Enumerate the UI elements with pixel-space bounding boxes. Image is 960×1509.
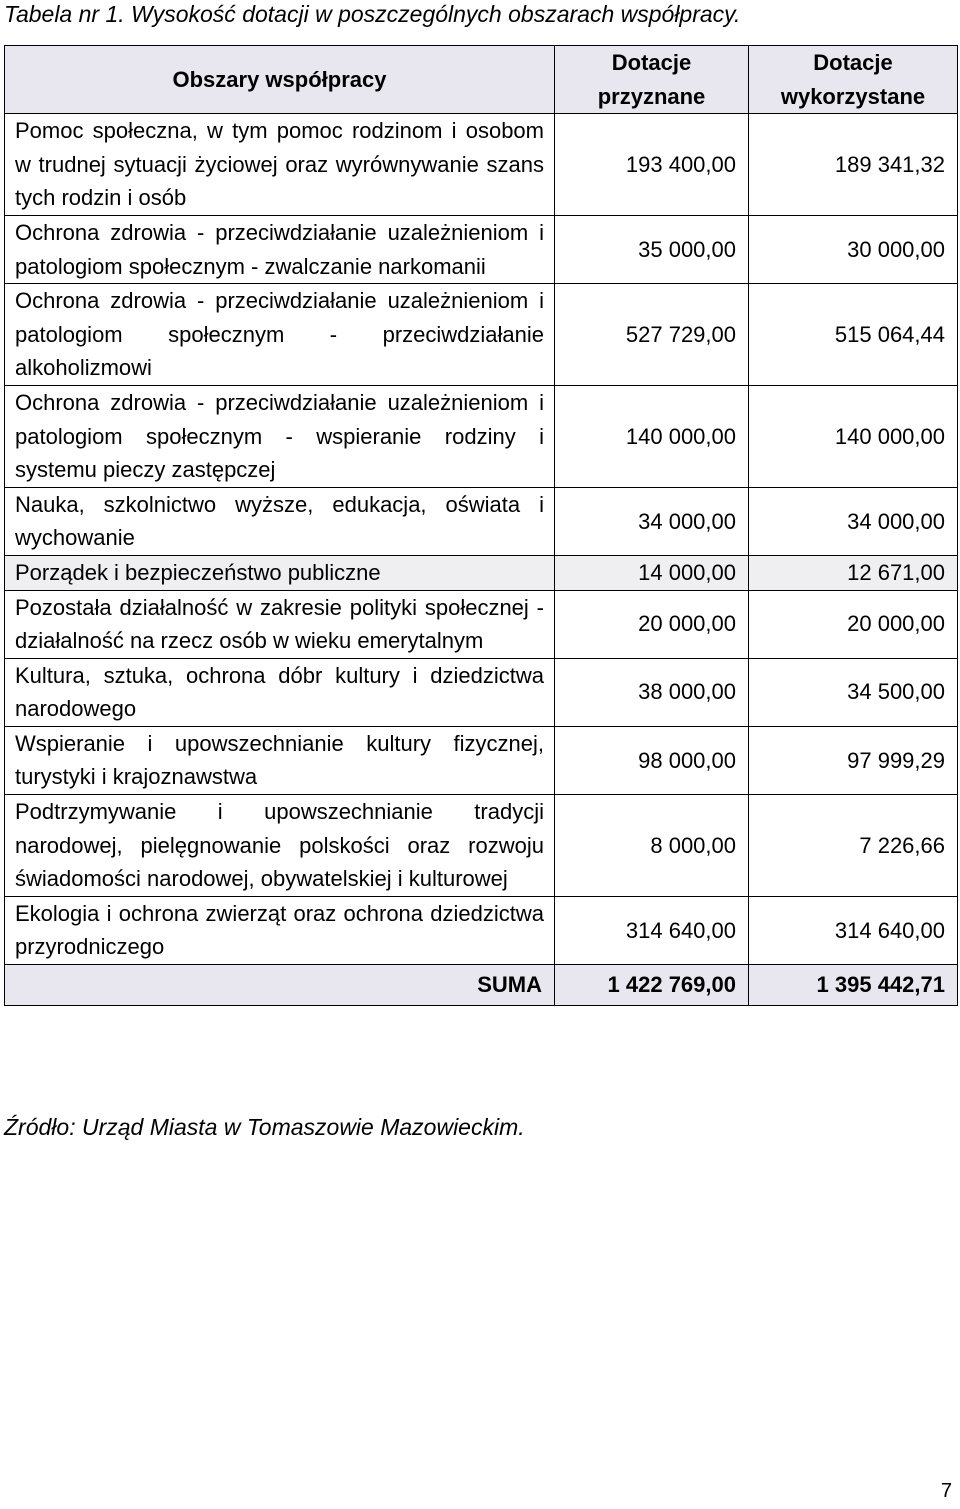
area-cell: Nauka, szkolnictwo wyższe, edukacja, oświata i wychowanie	[5, 487, 555, 555]
used-cell: 12 671,00	[749, 555, 958, 590]
used-cell: 140 000,00	[749, 385, 958, 487]
header-area: Obszary współpracy	[5, 46, 555, 114]
used-cell: 515 064,44	[749, 284, 958, 386]
area-cell: Kultura, sztuka, ochrona dóbr kultury i dziedzictwa narodowego	[5, 658, 555, 726]
area-cell: Ekologia i ochrona zwierząt oraz ochrona dziedzictwa przyrodniczego	[5, 896, 555, 964]
table-row	[5, 385, 958, 487]
used-cell: 7 226,66	[749, 795, 958, 897]
granted-cell: 14 000,00	[555, 555, 749, 590]
source-note: Źródło: Urząd Miasta w Tomaszowie Mazowieckim.	[4, 1114, 525, 1140]
area-cell: Pozostała działalność w zakresie polityki społecznej - działalność na rzecz osób w wieku emerytalnym	[5, 590, 555, 658]
area-cell: Ochrona zdrowia - przeciwdziałanie uzależnieniom i patologiom społecznym - wspieranie rodziny i systemu pieczy zastępczej	[5, 385, 555, 487]
granted-cell: 314 640,00	[555, 896, 749, 964]
used-cell: 314 640,00	[749, 896, 958, 964]
granted-cell: 98 000,00	[555, 726, 749, 794]
sum-granted: 1 422 769,00	[555, 965, 749, 1006]
table-row	[5, 114, 958, 216]
table-row	[5, 726, 958, 794]
granted-cell: 193 400,00	[555, 114, 749, 216]
area-cell: Wspieranie i upowszechnianie kultury fizycznej, turystyki i krajoznawstwa	[5, 726, 555, 794]
table-row	[5, 487, 958, 555]
table-row	[5, 284, 958, 386]
granted-cell: 527 729,00	[555, 284, 749, 386]
granted-cell: 20 000,00	[555, 590, 749, 658]
sum-used: 1 395 442,71	[749, 965, 958, 1006]
area-cell: Ochrona zdrowia - przeciwdziałanie uzależnieniom i patologiom społecznym - zwalczanie narkomanii	[5, 215, 555, 283]
used-cell: 30 000,00	[749, 215, 958, 283]
used-cell: 34 000,00	[749, 487, 958, 555]
table-row	[5, 590, 958, 658]
table-row	[5, 896, 958, 964]
area-cell: Pomoc społeczna, w tym pomoc rodzinom i osobom w trudnej sytuacji życiowej oraz wyrównywanie szans tych rodzin i osób	[5, 114, 555, 216]
sum-row	[5, 965, 958, 1006]
page-number: 7	[940, 1480, 952, 1502]
subsidies-table	[4, 45, 958, 1006]
area-cell: Podtrzymywanie i upowszechnianie tradycji narodowej, pielęgnowanie polskości oraz rozwoju świadomości narodowej, obywatelskiej i kulturowej	[5, 795, 555, 897]
table-row	[5, 795, 958, 897]
granted-cell: 34 000,00	[555, 487, 749, 555]
used-cell: 20 000,00	[749, 590, 958, 658]
area-cell: Ochrona zdrowia - przeciwdziałanie uzależnieniom i patologiom społecznym - przeciwdziałanie alkoholizmowi	[5, 284, 555, 386]
area-cell: Porządek i bezpieczeństwo publiczne	[5, 555, 555, 590]
table-row	[5, 555, 958, 590]
table-row	[5, 658, 958, 726]
table-row	[5, 215, 958, 283]
granted-cell: 8 000,00	[555, 795, 749, 897]
used-cell: 189 341,32	[749, 114, 958, 216]
header-used: Dotacje wykorzystane	[749, 46, 958, 114]
used-cell: 34 500,00	[749, 658, 958, 726]
used-cell: 97 999,29	[749, 726, 958, 794]
table-header-row	[5, 46, 958, 114]
sum-label: SUMA	[5, 965, 555, 1006]
granted-cell: 35 000,00	[555, 215, 749, 283]
granted-cell: 140 000,00	[555, 385, 749, 487]
table-caption: Tabela nr 1. Wysokość dotacji w poszczególnych obszarach współpracy.	[4, 1, 741, 27]
header-granted: Dotacje przyznane	[555, 46, 749, 114]
granted-cell: 38 000,00	[555, 658, 749, 726]
